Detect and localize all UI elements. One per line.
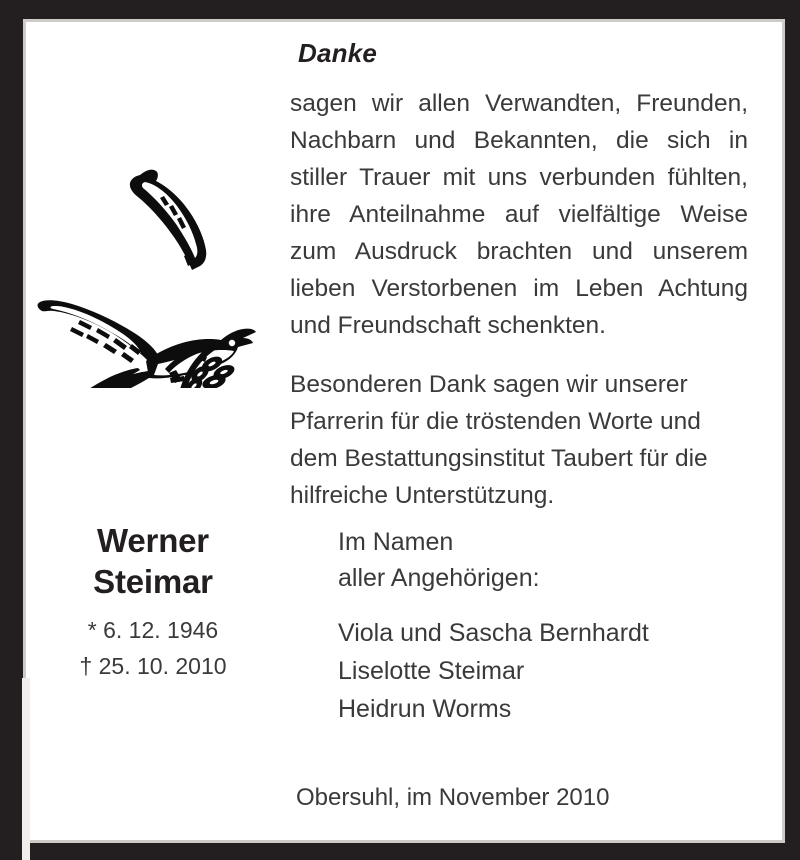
place-and-date: Obersuhl, im November 2010 <box>296 784 610 811</box>
thanks-section <box>290 38 748 514</box>
thanks-paragraph-2: Besonderen Dank sagen wir unserer Pfarrerin für die tröstenden Worte und dem Bestattungsinstitut Taubert für die hilfreiche Unterstützung. <box>290 371 708 509</box>
thanks-heading: Danke <box>298 38 378 68</box>
survivor-name: Viola und Sascha Bernhardt <box>338 619 649 647</box>
survivors-name-list <box>338 614 768 728</box>
deceased-block <box>24 520 282 684</box>
survivor-name: Heidrun Worms <box>338 695 512 723</box>
deceased-last-name: Steimar <box>93 563 213 600</box>
survivors-intro-line-2: aller Angehörigen: <box>338 564 540 592</box>
thanks-paragraph-1: sagen wir allen Verwandten, Freunden, Nachbarn und Bekannten, die sich in stiller Trauer mit uns verbunden fühlten, ihre Anteilnahme auf vielfältige Weise zum Ausdruck brachten und unserem lieben Verstorbenen im Leben Achtung und Freundschaft schenkten. <box>290 90 748 339</box>
birth-date: * 6. 12. 1946 <box>87 617 219 643</box>
flying-dove-with-olive-branch-icon <box>28 148 278 388</box>
survivors-intro-line-1: Im Namen <box>338 528 454 556</box>
death-date: † 25. 10. 2010 <box>79 653 227 679</box>
survivors-block <box>338 524 768 728</box>
survivor-name: Liselotte Steimar <box>338 657 525 685</box>
deceased-first-name: Werner <box>97 522 209 559</box>
